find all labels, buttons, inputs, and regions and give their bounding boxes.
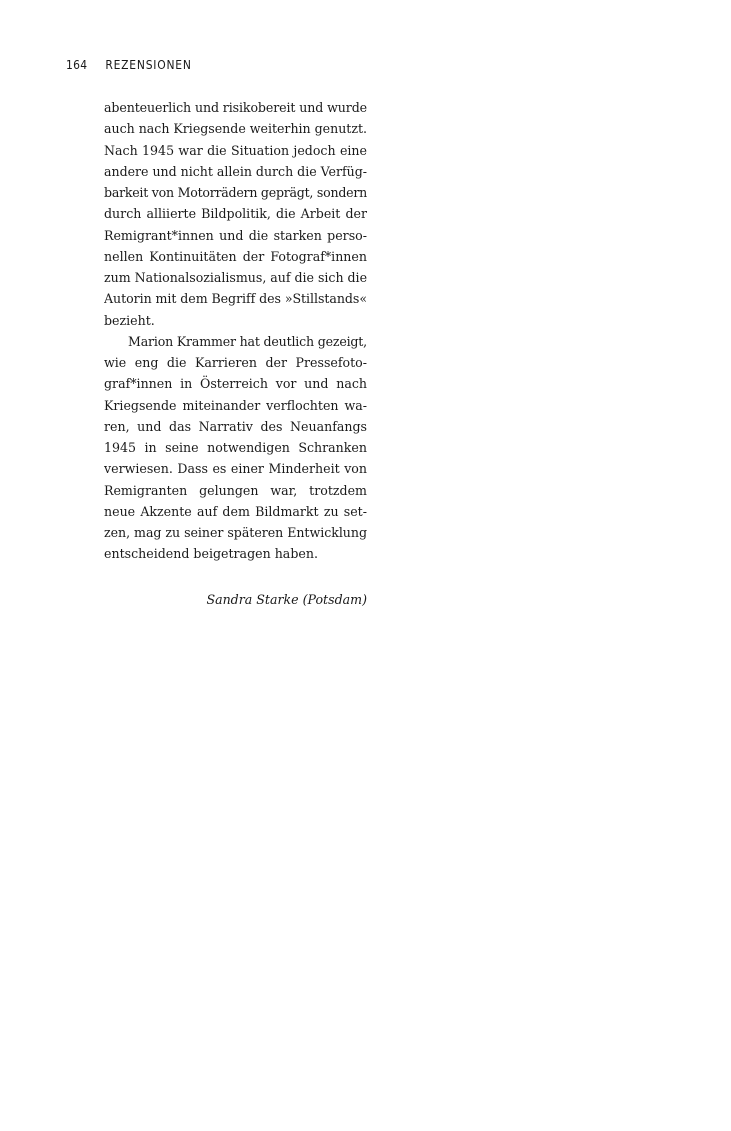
paragraph	[104, 97, 367, 331]
paragraph	[104, 331, 367, 565]
text-line: auch nach Kriegsende weiterhin genutzt.	[104, 121, 367, 137]
page-number: 164	[66, 57, 88, 72]
text-line: zum Nationalsozialismus, auf die sich die	[104, 270, 367, 285]
text-line: Kriegsende miteinander verflochten wa-	[104, 397, 367, 413]
text-line: graf*innen in Österreich vor und nach	[104, 376, 367, 392]
text-line: ren, und das Narrativ des Neuanfangs	[104, 418, 367, 434]
text-line: durch alliierte Bildpolitik, die Arbeit der	[104, 206, 367, 222]
text-line: Marion Krammer hat deutlich gezeigt,	[128, 333, 367, 349]
text-line: zen, mag zu seiner späteren Entwicklung	[104, 525, 367, 540]
text-line: 1945 in seine notwendigen Schranken	[104, 440, 367, 455]
text-line: Nach 1945 war die Situation jedoch eine	[104, 142, 367, 158]
text-line: entscheidend beigetragen haben.	[104, 546, 318, 562]
text-line: nellen Kontinuitäten der Fotograf*innen	[104, 248, 367, 264]
text-line: Autorin mit dem Begriff des »Stillstands«	[104, 291, 367, 307]
text-line: verwiesen. Dass es einer Minderheit von	[104, 461, 367, 477]
text-line: andere und nicht allein durch die Verfüg-	[104, 163, 367, 179]
text-line: Remigranten gelungen war, trotzdem	[104, 482, 367, 498]
author-signature: Sandra Starke (Potsdam)	[206, 592, 367, 607]
running-header	[66, 57, 192, 75]
section-title: REZENSIONEN	[105, 57, 192, 72]
text-line: neue Akzente auf dem Bildmarkt zu set-	[104, 503, 367, 519]
text-line: abenteuerlich und risikobereit und wurde	[104, 100, 367, 115]
text-line: bezieht.	[104, 312, 155, 328]
text-line: wie eng die Karrieren der Pressefoto-	[104, 355, 367, 370]
text-line: Remigrant*innen und die starken perso-	[104, 227, 367, 243]
article-body	[104, 97, 367, 565]
text-line: barkeit von Motorrädern geprägt, sondern	[104, 185, 367, 200]
